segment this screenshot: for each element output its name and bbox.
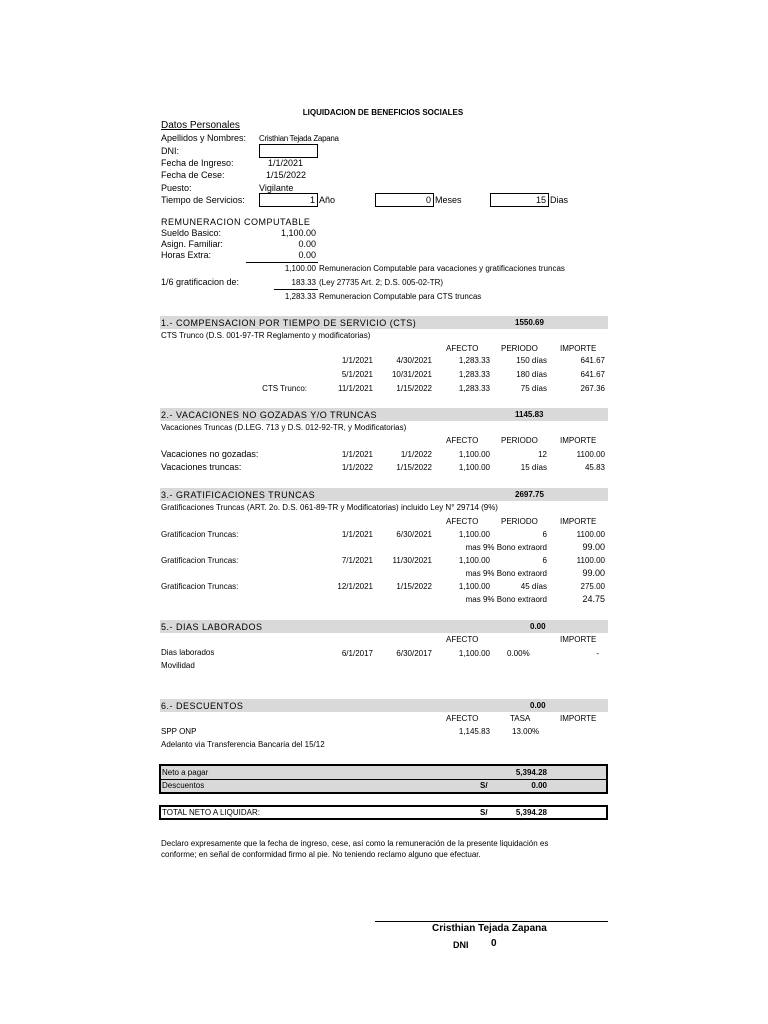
grat-col-afecto: AFECTO: [446, 517, 479, 526]
signature-dni-value: 0: [491, 938, 497, 949]
ingreso-value: 1/1/2021: [268, 158, 304, 168]
dias-row-importe: -: [596, 649, 599, 658]
dias-row-afecto: 1,100.00: [458, 649, 490, 658]
total-neto-value: 5,394.28: [515, 808, 547, 817]
grat-row-importe: 1100.00: [576, 556, 605, 565]
grat-col-importe: IMPORTE: [560, 517, 597, 526]
desc-col-importe: IMPORTE: [560, 714, 597, 723]
cese-value: 1/15/2022: [266, 170, 307, 180]
signature-dni-label: DNI: [453, 940, 469, 950]
grat-row-from: 1/1/2021: [341, 530, 373, 539]
desc-row-afecto: 1,145.83: [458, 727, 490, 736]
name-value: Cristhian Tejada Zapana: [259, 134, 339, 143]
grat-bono-text: mas 9% Bono extraord: [465, 543, 547, 552]
cts-subtitle: CTS Trunco (D.S. 001-97-TR Reglamento y modificatorias): [161, 331, 371, 340]
grat-bono-text: mas 9% Bono extraord: [465, 595, 547, 604]
vac-row-label: Vacaciones no gozadas:: [161, 449, 259, 459]
vacaciones-heading: 2.- VACACIONES NO GOZADAS Y/O TRUNCAS: [161, 410, 378, 420]
signature-line: [375, 921, 608, 922]
ingreso-label: Fecha de Ingreso:: [161, 158, 234, 168]
page-title: LIQUIDACION DE BENEFICIOS SOCIALES: [302, 108, 464, 117]
grat-row-to: 6/30/2021: [396, 530, 432, 539]
sueldo-value: 1,100.00: [280, 228, 316, 238]
tiempo-label: Tiempo de Servicios:: [161, 195, 245, 205]
grat-row-label: Gratificacion Truncas:: [161, 530, 239, 539]
days-value: 15: [535, 195, 546, 205]
vacaciones-subtitle: Vacaciones Truncas (D.LEG. 713 y D.S. 012-92-TR, y Modificatorias): [161, 423, 407, 432]
gratificaciones-total: 2697.75: [515, 490, 544, 499]
cts-row-importe: 641.67: [580, 356, 605, 365]
personal-heading: Datos Personales: [161, 120, 240, 131]
grat-row-importe: 1100.00: [576, 530, 605, 539]
remuneracion-heading: REMUNERACION COMPUTABLE: [161, 217, 311, 227]
dias-heading: 5.- DIAS LABORADOS: [161, 622, 263, 632]
movilidad-label: Movilidad: [161, 661, 195, 670]
cts-row-afecto: 1,283.33: [458, 370, 490, 379]
dias-row-rate: 0.00%: [507, 649, 530, 658]
cts-col-importe: IMPORTE: [560, 344, 597, 353]
sum-line-2: [274, 289, 318, 290]
desc-col-afecto: AFECTO: [446, 714, 479, 723]
days-unit: Dias: [550, 195, 569, 205]
years-unit: Año: [319, 195, 336, 205]
vacaciones-total: 1145.83: [515, 410, 544, 419]
grat-row-periodo: 6: [542, 556, 547, 565]
years-value: 1: [309, 195, 315, 205]
cts-row-afecto: 1,283.33: [458, 356, 490, 365]
cts-row-to: 10/31/2021: [391, 370, 432, 379]
total-currency: S/: [480, 808, 488, 817]
neto-value: 5,394.28: [515, 768, 547, 777]
dias-row-to: 6/30/2017: [396, 649, 432, 658]
grat-bono-value: 24.75: [582, 594, 605, 604]
desc-row-label: SPP ONP: [161, 727, 197, 736]
vac-row-from: 1/1/2022: [341, 463, 373, 472]
adelanto-label: Adelanto via Transferencia Bancaria del 15/12: [161, 740, 325, 749]
desc-row-tasa: 13.00%: [512, 727, 540, 736]
dni-label: DNI:: [161, 146, 179, 156]
cts-row-from: 5/1/2021: [341, 370, 373, 379]
cts-row-periodo: 150 días: [516, 356, 547, 365]
total1-value: 1,100.00: [284, 264, 316, 273]
cts-col-afecto: AFECTO: [446, 344, 479, 353]
cts-row-from: 1/1/2021: [341, 356, 373, 365]
cts-row-to: 4/30/2021: [396, 356, 432, 365]
cts-row-from: 11/1/2021: [338, 384, 373, 393]
asign-label: Asign. Familiar:: [161, 239, 224, 249]
dias-row-from: 6/1/2017: [341, 649, 373, 658]
grat-label: 1/6 gratificacion de:: [161, 277, 240, 287]
total2-value: 1,283.33: [284, 292, 316, 301]
horas-value: 0.00: [298, 250, 316, 260]
dni-field: [259, 144, 318, 158]
grat-row-to: 11/30/2021: [392, 556, 432, 565]
grat-note: (Ley 27735 Art. 2; D.S. 005-02-TR): [319, 278, 444, 287]
signature-name: Cristhian Tejada Zapana: [432, 923, 547, 934]
total-neto-label: TOTAL NETO A LIQUIDAR:: [162, 808, 260, 817]
declaration-line-2: conforme; en señal de conformidad firmo al pie. No teniendo reclamo alguno que efectuar.: [161, 850, 481, 859]
vac-row-importe: 45.83: [584, 463, 605, 472]
grat-row-afecto: 1,100.00: [458, 582, 490, 591]
descuentos-heading: 6.- DESCUENTOS: [161, 701, 244, 711]
months-box: [375, 193, 434, 207]
vac-row-to: 1/1/2022: [400, 450, 432, 459]
cts-col-periodo: PERIODO: [501, 344, 538, 353]
grat-row-to: 1/15/2022: [396, 582, 432, 591]
vac-row-periodo: 12: [538, 450, 547, 459]
desc-col-tasa: TASA: [510, 714, 531, 723]
grat-row-importe: 275.00: [580, 582, 605, 591]
dias-row-label: Dias laborados: [161, 648, 215, 657]
grat-row-afecto: 1,100.00: [458, 556, 490, 565]
cts-row-to: 1/15/2022: [396, 384, 432, 393]
cese-label: Fecha de Cese:: [161, 170, 225, 180]
desc-total-value: 0.00: [531, 781, 547, 790]
grat-row-label: Gratificacion Truncas:: [161, 582, 239, 591]
vac-row-label: Vacaciones truncas:: [161, 462, 242, 472]
puesto-label: Puesto:: [161, 183, 192, 193]
grat-row-afecto: 1,100.00: [458, 530, 490, 539]
grat-row-label: Gratificacion Truncas:: [161, 556, 239, 565]
desc-total-label: Descuentos: [162, 781, 205, 790]
cts-row-importe: 641.67: [580, 370, 605, 379]
cts-row-periodo: 75 días: [520, 384, 547, 393]
vac-col-periodo: PERIODO: [501, 436, 538, 445]
cts-row-importe: 267.36: [580, 384, 605, 393]
grat-bono-value: 99.00: [582, 542, 605, 552]
months-unit: Meses: [435, 195, 462, 205]
desc-currency: S/: [480, 781, 488, 790]
vac-row-from: 1/1/2021: [341, 450, 373, 459]
grat-value: 183.33: [291, 278, 316, 287]
grat-row-periodo: 45 días: [520, 582, 547, 591]
total1-text: Remuneracion Computable para vacaciones y gratificaciones truncas: [319, 264, 565, 273]
years-box: [259, 193, 318, 207]
neto-label: Neto a pagar: [162, 768, 209, 777]
descuentos-total: 0.00: [530, 701, 546, 710]
asign-value: 0.00: [298, 239, 316, 249]
vac-row-afecto: 1,100.00: [458, 450, 490, 459]
cts-row-periodo: 180 días: [516, 370, 547, 379]
gratificaciones-subtitle: Gratificaciones Truncas (ART. 2o. D.S. 061-89-TR y Modificatorias) incluido Ley N° 29714 (9%): [161, 503, 498, 512]
months-value: 0: [425, 195, 431, 205]
vac-col-afecto: AFECTO: [446, 436, 479, 445]
vac-col-importe: IMPORTE: [560, 436, 597, 445]
vac-row-to: 1/15/2022: [396, 463, 432, 472]
totals-divider: [161, 779, 606, 780]
dias-col-afecto: AFECTO: [446, 635, 479, 644]
dias-total: 0.00: [530, 622, 546, 631]
declaration-line-1: Declaro expresamente que la fecha de ingreso, cese, así como la remuneración de la presente liquidación es: [161, 839, 549, 848]
cts-total: 1550.69: [515, 318, 544, 327]
grat-bono-text: mas 9% Bono extraord: [465, 569, 547, 578]
horas-label: Horas Extra:: [161, 250, 212, 260]
grat-bono-value: 99.00: [582, 568, 605, 578]
grat-row-from: 7/1/2021: [341, 556, 373, 565]
dias-col-importe: IMPORTE: [560, 635, 597, 644]
sum-line: [246, 262, 318, 263]
vac-row-afecto: 1,100.00: [458, 463, 490, 472]
grat-row-from: 12/1/2021: [337, 582, 373, 591]
gratificaciones-heading: 3.- GRATIFICACIONES TRUNCAS: [161, 490, 316, 500]
name-label: Apellidos y Nombres:: [161, 133, 247, 143]
puesto-value: Vigilante: [259, 183, 294, 193]
cts-row-afecto: 1,283.33: [458, 384, 490, 393]
grat-col-periodo: PERIODO: [501, 517, 538, 526]
days-box: [490, 193, 549, 207]
cts-row-label: CTS Trunco:: [262, 384, 307, 393]
cts-heading: 1.- COMPENSACION POR TIEMPO DE SERVICIO (CTS): [161, 318, 417, 328]
grat-row-periodo: 6: [542, 530, 547, 539]
total2-text: Remuneracion Computable para CTS truncas: [319, 292, 482, 301]
vac-row-periodo: 15 días: [520, 463, 547, 472]
vac-row-importe: 1100.00: [576, 450, 605, 459]
sueldo-label: Sueldo Basico:: [161, 228, 222, 238]
